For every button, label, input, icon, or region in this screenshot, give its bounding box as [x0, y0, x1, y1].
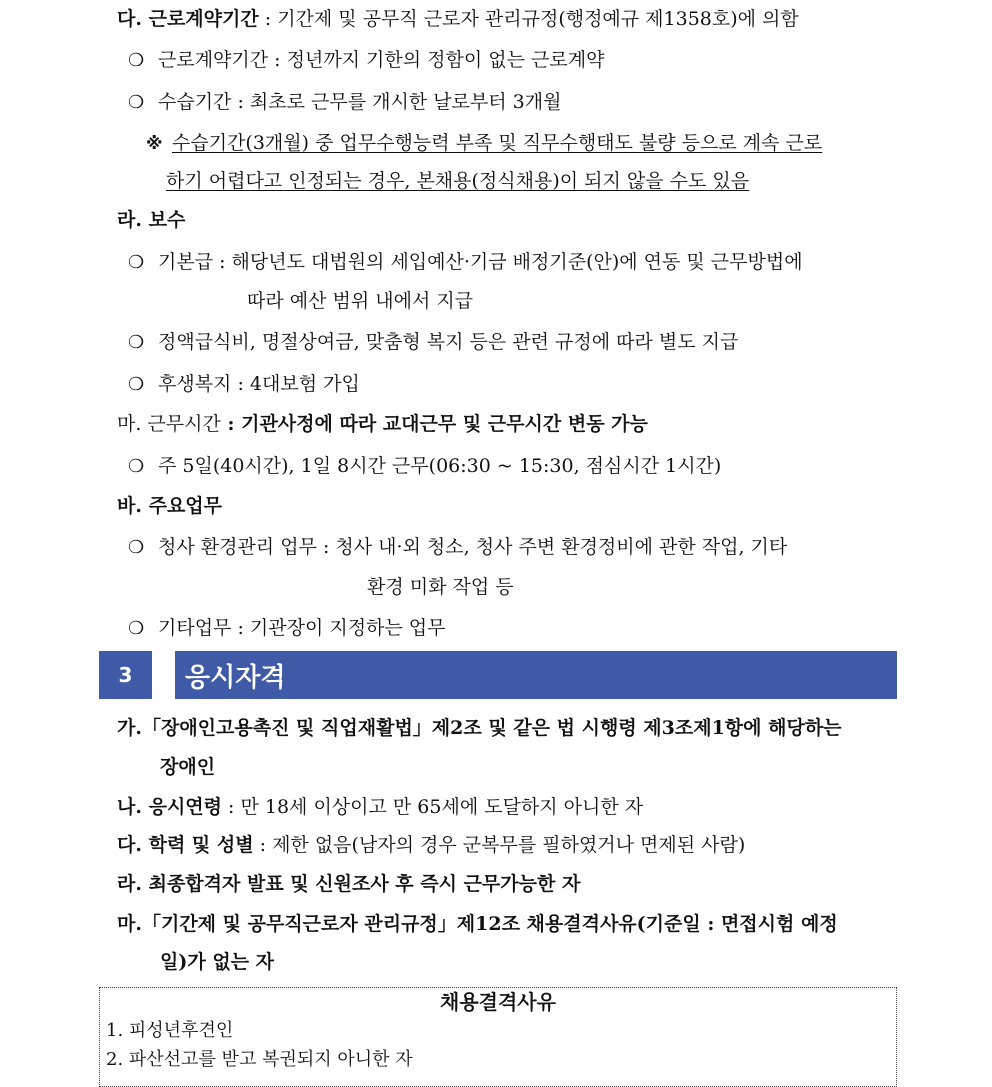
probation-note-line1 — [146, 131, 822, 156]
bullet-text: 수습기간 : 최초로 근무를 개시한 날로부터 3개월 — [158, 91, 562, 113]
qualification-ga-line1: 가.「장애인고용촉진 및 직업재활법」제2조 및 같은 법 시행령 제3조제1항에 해당하는 — [117, 717, 842, 739]
bullet-probation — [128, 90, 561, 115]
qualification-ga-line2: 장애인 — [160, 756, 216, 778]
probation-note-line2: 하기 어렵다고 인정되는 경우, 본채용(정식채용)이 되지 않을 수도 있음 — [166, 170, 750, 192]
section-header — [99, 651, 897, 699]
circle-bullet-icon: ❍ — [128, 50, 145, 71]
qualification-na — [117, 795, 643, 819]
contract-period-label: 다. 근로계약기간 — [117, 8, 259, 30]
bullet-allowance — [128, 330, 738, 355]
circle-bullet-icon: ❍ — [128, 92, 145, 113]
disqualification-item: 1. 피성년후견인 — [106, 1020, 234, 1041]
reference-mark-icon: ※ — [146, 134, 163, 154]
basic-pay-continuation: 따라 예산 범위 내에서 지급 — [247, 290, 474, 312]
qualification-ma-line1: 마.「기간제 및 공무직근로자 관리규정」제12조 채용결격사유(기준일 : 면접시험 예정 — [117, 913, 838, 935]
qualification-ra: 라. 최종합격자 발표 및 신원조사 후 즉시 근무가능한 자 — [117, 873, 581, 895]
circle-bullet-icon: ❍ — [128, 537, 145, 558]
bullet-other-duties — [128, 616, 446, 641]
circle-bullet-icon: ❍ — [128, 252, 145, 273]
bullet-text: 후생복지 : 4대보험 가입 — [158, 373, 360, 395]
note-text: 수습기간(3개월) 중 업무수행능력 부족 및 직무수행태도 불량 등으로 계속 근로 — [172, 132, 823, 154]
contract-period-text: : 기간제 및 공무직 근로자 관리규정(행정예규 제1358호)에 의함 — [258, 8, 799, 30]
circle-bullet-icon: ❍ — [128, 456, 145, 477]
bullet-text: 기타업무 : 기관장이 지정하는 업무 — [158, 617, 446, 639]
age-label: 나. 응시연령 — [117, 796, 222, 818]
qualification-ma-line2: 일)가 없는 자 — [160, 951, 274, 973]
bullet-contract-period — [128, 48, 604, 73]
hours-text: : 기관사정에 따라 교대근무 및 근무시간 변동 가능 — [220, 413, 648, 435]
disqualification-box — [99, 987, 897, 1087]
contract-period-heading — [117, 7, 799, 31]
education-label: 다. 학력 및 성별 — [117, 834, 254, 856]
circle-bullet-icon: ❍ — [128, 618, 145, 639]
bullet-basic-pay — [128, 250, 803, 275]
bullet-text: 청사 환경관리 업무 : 청사 내·외 청소, 청사 주변 환경정비에 관한 작업, 기타 — [158, 536, 788, 558]
section-number: 3 — [99, 651, 152, 699]
age-text: : 만 18세 이상이고 만 65세에 도달하지 아니한 자 — [222, 796, 644, 818]
bullet-text: 정액급식비, 명절상여금, 맞춤형 복지 등은 관련 규정에 따라 별도 지급 — [158, 331, 739, 353]
bullet-env-duties — [128, 535, 787, 560]
hours-label: 마. 근무시간 — [117, 413, 221, 435]
bullet-text: 근로계약기간 : 정년까지 기한의 정함이 없는 근로계약 — [158, 49, 605, 71]
bullet-welfare — [128, 372, 360, 397]
disqualification-title: 채용결격사유 — [440, 990, 556, 1014]
bullet-text: 주 5일(40시간), 1일 8시간 근무(06:30 ~ 15:30, 점심시간 1시간) — [158, 455, 722, 477]
bullet-text: 기본급 : 해당년도 대법원의 세입예산·기금 배정기준(안)에 연동 및 근무방법에 — [158, 251, 803, 273]
circle-bullet-icon: ❍ — [128, 374, 145, 395]
education-text: : 제한 없음(남자의 경우 군복무를 필하였거나 면제된 사람) — [253, 834, 746, 856]
duties-heading: 바. 주요업무 — [117, 495, 222, 517]
hours-heading — [117, 412, 648, 436]
bullet-hours — [128, 454, 721, 479]
circle-bullet-icon: ❍ — [128, 332, 145, 353]
disqualification-item: 2. 파산선고를 받고 복권되지 아니한 자 — [106, 1049, 413, 1070]
section-title: 응시자격 — [175, 651, 897, 699]
pay-heading: 라. 보수 — [117, 209, 186, 231]
env-duties-continuation: 환경 미화 작업 등 — [367, 576, 514, 598]
qualification-da — [117, 833, 745, 857]
